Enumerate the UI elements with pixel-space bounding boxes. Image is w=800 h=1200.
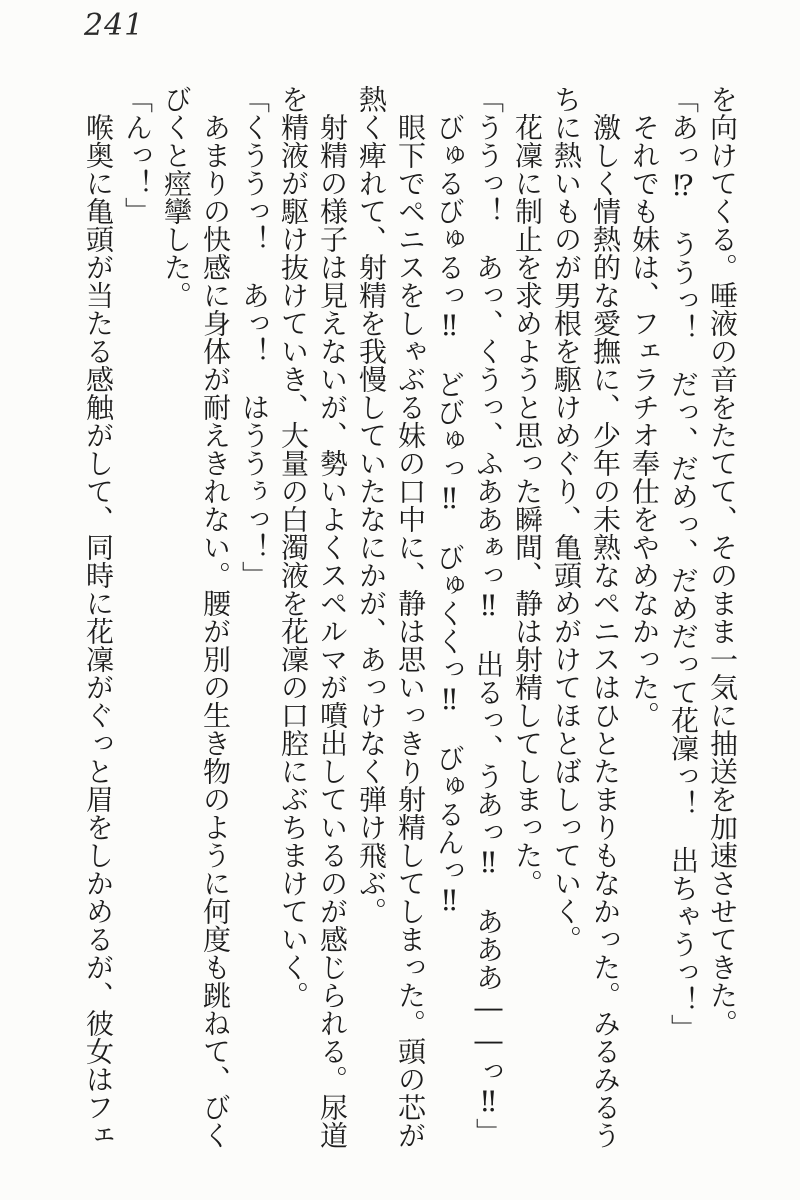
text-block — [79, 85, 742, 1149]
text-line: 喉奥に亀頭が当たる感触がして、同時に花凜がぐっと眉をしかめるが、彼女はフェ — [82, 113, 115, 1149]
text-line: それでも妹は、フェラチオ奉仕をやめなかった。 — [628, 113, 661, 729]
text-line: 激しく情熱的な愛撫に、少年の未熟なペニスはひとたまりもなかった。みるみるうちに熱いものが男根を駆けめぐり、亀頭めがけてほとばしっていく。 — [550, 85, 622, 1149]
text-line: 射精の様子は見えないが、勢いよくスペルマが噴出しているのが感じられる。尿道を精液が駆け抜けていき、大量の白濁液を花凜の口腔にぶちまけていく。 — [277, 85, 349, 1149]
page-number: 241 — [84, 8, 145, 43]
dialogue-line: 「くううっ！ あっ！ はううぅっ！」 — [238, 85, 271, 589]
text-line: 花凜に制止を求めようと思った瞬間、静は射精してしまった。 — [511, 113, 544, 897]
dialogue-line: 「あっ⁉ ううっ！ だっ、だめっ、だめだって花凜っ！ 出ちゃうっ！」 — [667, 85, 700, 1042]
text-line: あまりの快感に身体が耐えきれない。腰が別の生き物のように何度も跳ねて、びくびくと痙攣した。 — [160, 85, 232, 1149]
text-line: びゅるびゅるっ‼ どびゅっ‼ びゅくくっ‼ びゅるんっ‼ — [433, 113, 466, 917]
dialogue-line: 「んっ！」 — [121, 85, 154, 225]
text-line: 眼下でペニスをしゃぶる妹の口中に、静は思いっきり射精してしまった。頭の芯が熱く痺れて、射精を我慢していたなにかが、あっけなく弾け飛ぶ。 — [355, 85, 427, 1149]
dialogue-line: 「ううっ！ あっ、くうっ、ふああぁっ‼ 出るっ、うあっ‼ あああ――っ‼」 — [472, 85, 505, 1146]
text-line: を向けてくる。唾液の音をたてて、そのまま一気に抽送を加速させてきた。 — [706, 85, 739, 1037]
